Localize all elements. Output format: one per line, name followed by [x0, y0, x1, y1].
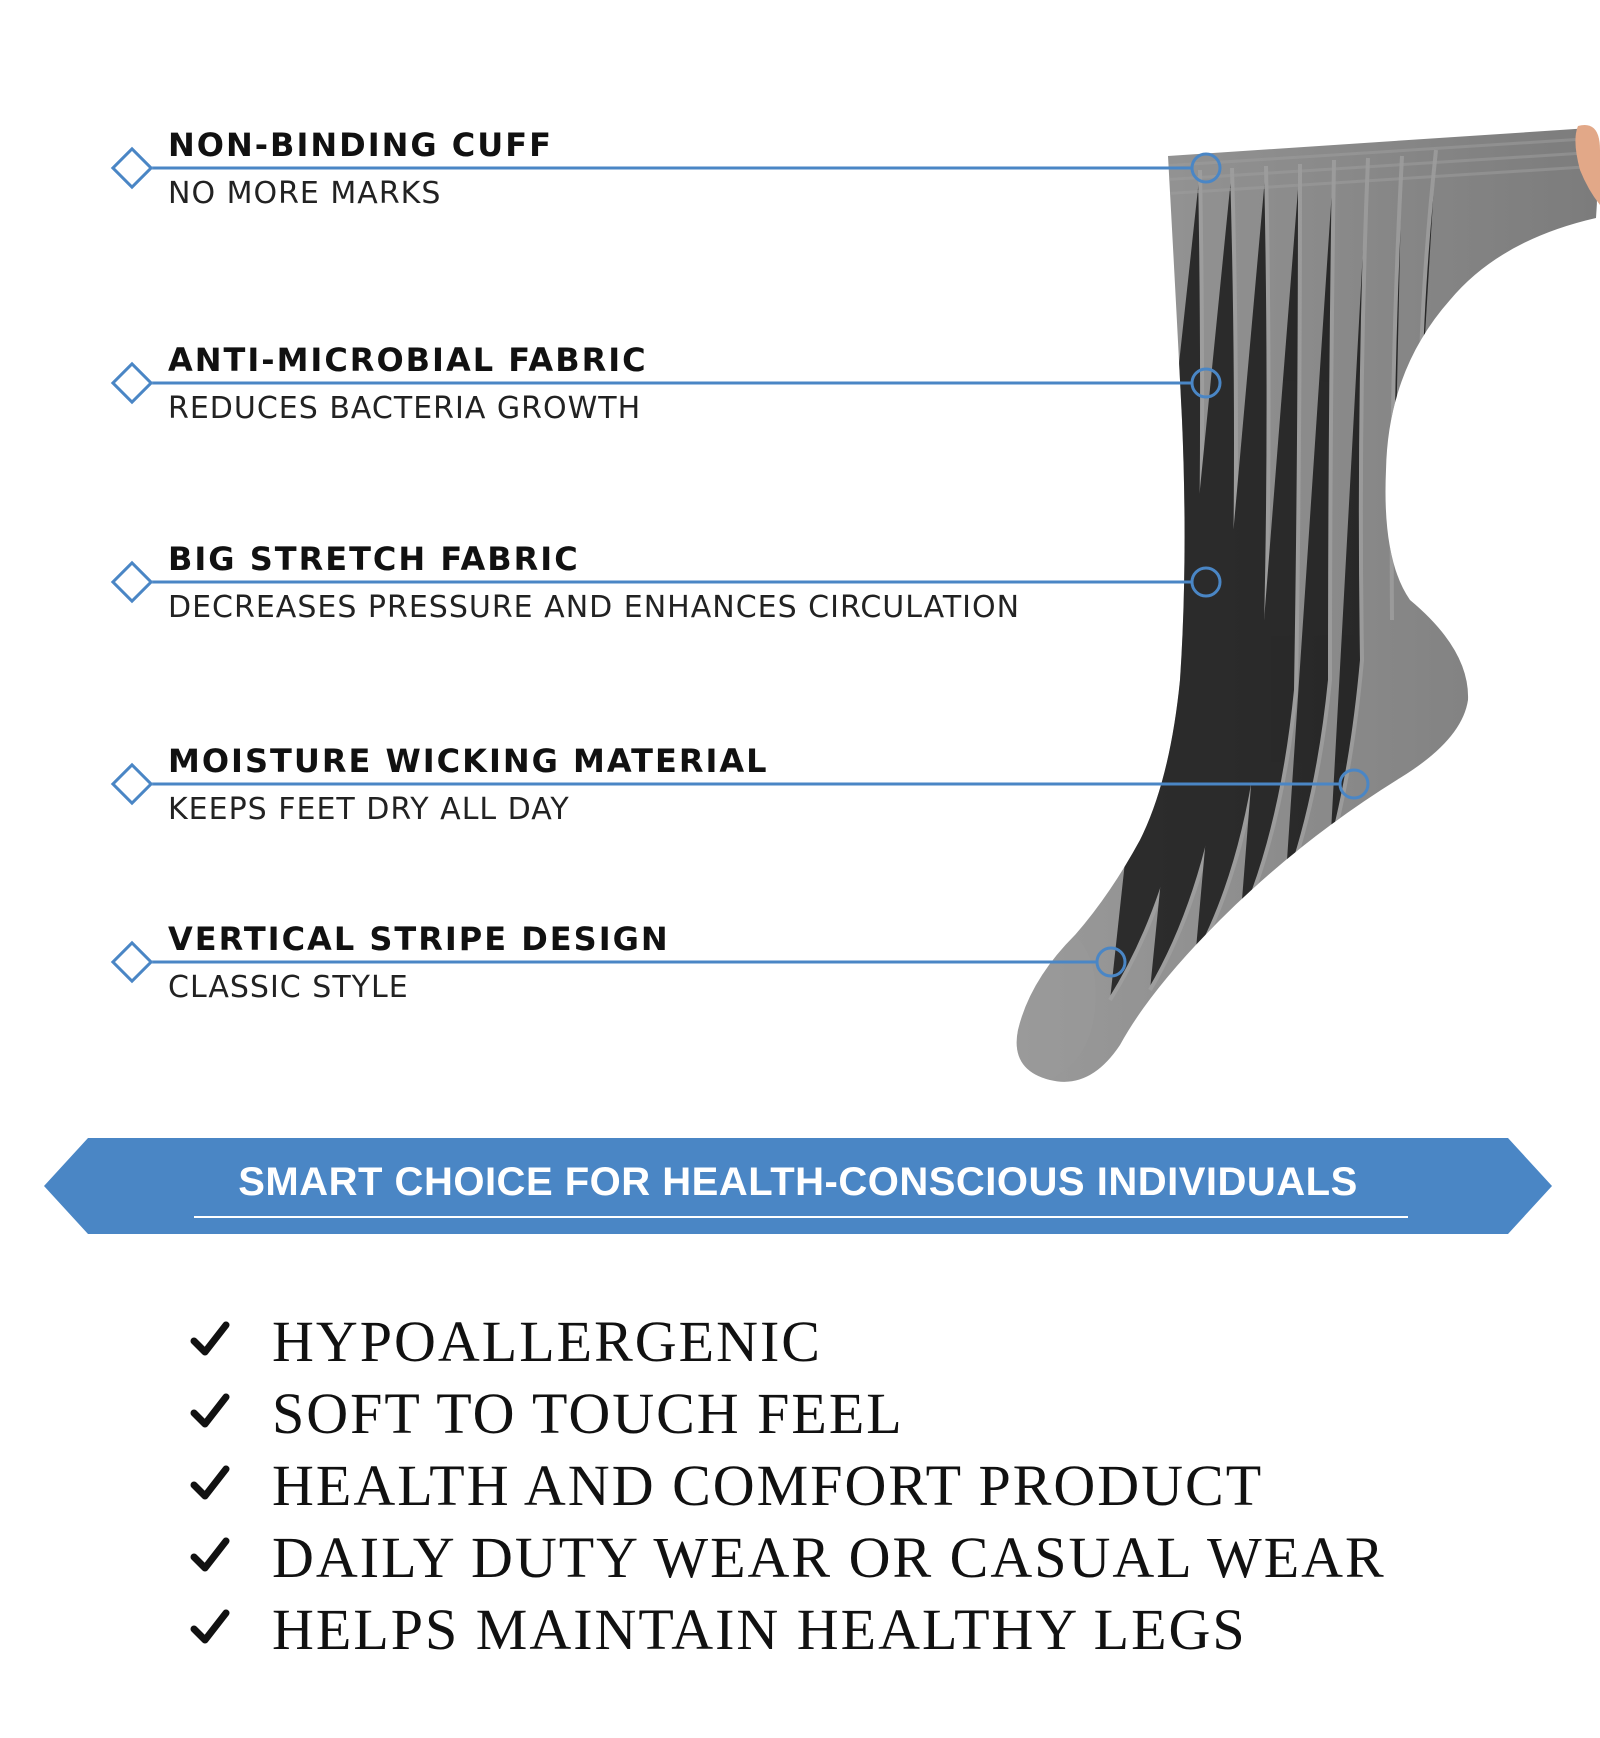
benefit-text: DAILY DUTY WEAR OR CASUAL WEAR: [272, 1524, 1386, 1590]
benefit-text: HEALTH AND COMFORT PRODUCT: [272, 1452, 1264, 1518]
checkmark-icon: [190, 1391, 272, 1436]
benefit-item: [190, 1449, 1490, 1521]
feature-callout: [0, 126, 1600, 246]
benefit-item: [190, 1521, 1490, 1593]
feature-title: NON-BINDING CUFF: [168, 126, 553, 164]
feature-subtitle: KEEPS FEET DRY ALL DAY: [168, 792, 570, 827]
benefits-list: [190, 1305, 1490, 1665]
feature-title: MOISTURE WICKING MATERIAL: [168, 742, 769, 780]
benefit-item: [190, 1377, 1490, 1449]
feature-title: VERTICAL STRIPE DESIGN: [168, 920, 670, 958]
feature-subtitle: NO MORE MARKS: [168, 176, 442, 211]
feature-callout: [0, 540, 1600, 660]
feature-callout: [0, 742, 1600, 862]
feature-subtitle: CLASSIC STYLE: [168, 970, 409, 1005]
benefit-text: HYPOALLERGENIC: [272, 1308, 822, 1374]
feature-subtitle: REDUCES BACTERIA GROWTH: [168, 391, 642, 426]
diamond-icon: [111, 362, 153, 404]
feature-title: ANTI-MICROBIAL FABRIC: [168, 341, 648, 379]
diamond-icon: [111, 147, 153, 189]
feature-callout: [0, 341, 1600, 461]
diamond-icon: [111, 941, 153, 983]
checkmark-icon: [190, 1463, 272, 1508]
diamond-icon: [111, 561, 153, 603]
banner-underline: [194, 1216, 1408, 1218]
benefit-text: HELPS MAINTAIN HEALTHY LEGS: [272, 1596, 1247, 1662]
checkmark-icon: [190, 1607, 272, 1652]
banner-text: SMART CHOICE FOR HEALTH-CONSCIOUS INDIVIDUALS: [238, 1160, 1358, 1204]
benefit-text: SOFT TO TOUCH FEEL: [272, 1380, 904, 1446]
checkmark-icon: [190, 1319, 272, 1364]
feature-subtitle: DECREASES PRESSURE AND ENHANCES CIRCULATION: [168, 590, 1021, 625]
diamond-icon: [111, 763, 153, 805]
feature-title: BIG STRETCH FABRIC: [168, 540, 580, 578]
smart-choice-banner: [44, 1138, 1552, 1234]
benefit-item: [190, 1593, 1490, 1665]
benefit-item: [190, 1305, 1490, 1377]
feature-callout: [0, 920, 1600, 1040]
checkmark-icon: [190, 1535, 272, 1580]
